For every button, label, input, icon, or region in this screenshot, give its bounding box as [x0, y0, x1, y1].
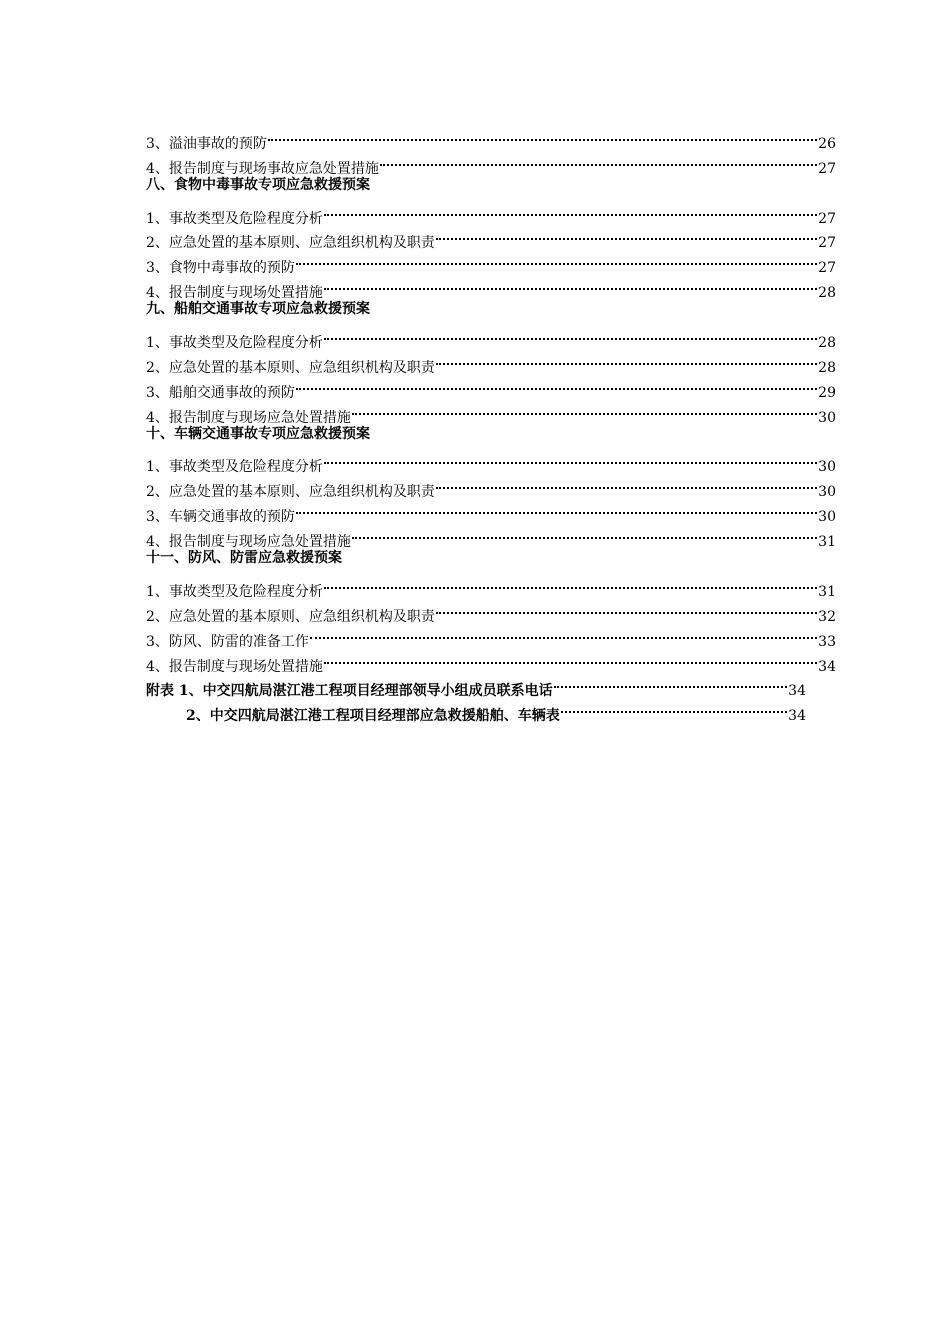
toc-page-number: 27 — [818, 160, 836, 177]
toc-page-number: 34 — [788, 683, 806, 700]
toc-dot-leader — [296, 372, 817, 397]
toc-entry-label: 1、事故类型及危险程度分析 — [146, 583, 323, 600]
toc-entry-label: 2、应急处置的基本原则、应急组织机构及职责 — [146, 484, 435, 501]
toc-heading-label: 九、船舶交通事故专项应急救援预案 — [146, 301, 370, 318]
toc-section-heading[interactable] — [146, 422, 836, 447]
toc-entry-label: 3、防风、防雷的准备工作 — [146, 633, 309, 650]
toc-page-number: 28 — [818, 285, 836, 302]
toc-dot-leader — [324, 272, 817, 297]
toc-page-number: 27 — [818, 235, 836, 252]
toc-entry-label: 4、报告制度与现场处置措施 — [146, 658, 323, 675]
table-of-contents — [146, 123, 836, 725]
toc-page-number: 34 — [788, 708, 806, 725]
toc-entry-label: 2、应急处置的基本原则、应急组织机构及职责 — [146, 235, 435, 252]
toc-entry-label: 1、事故类型及危险程度分析 — [146, 210, 323, 227]
toc-entry[interactable] — [146, 571, 836, 600]
toc-dot-leader — [296, 247, 817, 272]
toc-dot-leader — [352, 397, 817, 422]
toc-dot-leader — [436, 471, 817, 496]
toc-page-number: 33 — [818, 633, 836, 650]
toc-entry-label: 3、食物中毒事故的预防 — [146, 260, 295, 277]
toc-dot-leader — [296, 496, 817, 521]
toc-section-heading[interactable] — [146, 546, 836, 571]
toc-page-number: 30 — [818, 459, 836, 476]
toc-entry-label: 1、事故类型及危险程度分析 — [146, 335, 323, 352]
toc-page-number: 30 — [818, 509, 836, 526]
toc-dot-leader — [324, 571, 817, 596]
toc-dot-leader — [352, 521, 817, 546]
toc-page-number: 29 — [818, 384, 836, 401]
toc-page-number: 31 — [818, 534, 836, 551]
toc-page-number: 34 — [818, 658, 836, 675]
toc-entry-label: 3、船舶交通事故的预防 — [146, 384, 295, 401]
toc-entry[interactable] — [146, 447, 836, 476]
toc-entry-label: 2、应急处置的基本原则、应急组织机构及职责 — [146, 359, 435, 376]
toc-dot-leader — [554, 671, 787, 696]
toc-page-number: 31 — [818, 583, 836, 600]
toc-entry[interactable] — [146, 198, 836, 227]
toc-dot-leader — [436, 596, 817, 621]
toc-entry-label: 4、报告制度与现场应急处置措施 — [146, 534, 351, 551]
toc-heading-label: 八、食物中毒事故专项应急救援预案 — [146, 176, 370, 193]
toc-section-heading[interactable] — [146, 297, 836, 322]
toc-dot-leader — [324, 447, 817, 472]
toc-dot-leader — [324, 646, 817, 671]
toc-dot-leader — [324, 198, 817, 223]
toc-entry-label: 2、中交四航局湛江港工程项目经理部应急救援船舶、车辆表 — [186, 708, 560, 725]
toc-dot-leader — [436, 223, 817, 248]
toc-entry-label: 附表 1、中交四航局湛江港工程项目经理部领导小组成员联系电话 — [146, 683, 553, 700]
toc-dot-leader — [324, 322, 817, 347]
toc-page-number: 28 — [818, 335, 836, 352]
toc-entry-label: 4、报告制度与现场处置措施 — [146, 285, 323, 302]
toc-dot-leader — [380, 148, 817, 173]
toc-heading-label: 十、车辆交通事故专项应急救援预案 — [146, 425, 370, 442]
toc-dot-leader — [268, 123, 817, 148]
toc-page-number: 27 — [818, 210, 836, 227]
toc-entry-label: 2、应急处置的基本原则、应急组织机构及职责 — [146, 608, 435, 625]
toc-page-number: 30 — [818, 484, 836, 501]
toc-page-number: 32 — [818, 608, 836, 625]
toc-entry[interactable] — [146, 322, 836, 352]
toc-page-number: 28 — [818, 359, 836, 376]
toc-section-heading[interactable] — [146, 173, 836, 198]
toc-dot-leader — [561, 695, 787, 720]
toc-page-number: 30 — [818, 409, 836, 426]
toc-entry-label: 1、事故类型及危险程度分析 — [146, 459, 323, 476]
toc-dot-leader — [310, 621, 817, 646]
toc-entry-label: 4、报告制度与现场应急处置措施 — [146, 409, 351, 426]
toc-entry-label: 4、报告制度与现场事故应急处置措施 — [146, 160, 379, 177]
toc-dot-leader — [436, 347, 817, 372]
toc-page-number: 27 — [818, 260, 836, 277]
toc-heading-label: 十一、防风、防雷应急救援预案 — [146, 550, 342, 567]
toc-entry-label: 3、溢油事故的预防 — [146, 135, 267, 152]
toc-page-number: 26 — [818, 135, 836, 152]
toc-entry-label: 3、车辆交通事故的预防 — [146, 509, 295, 526]
toc-entry[interactable] — [146, 123, 836, 152]
